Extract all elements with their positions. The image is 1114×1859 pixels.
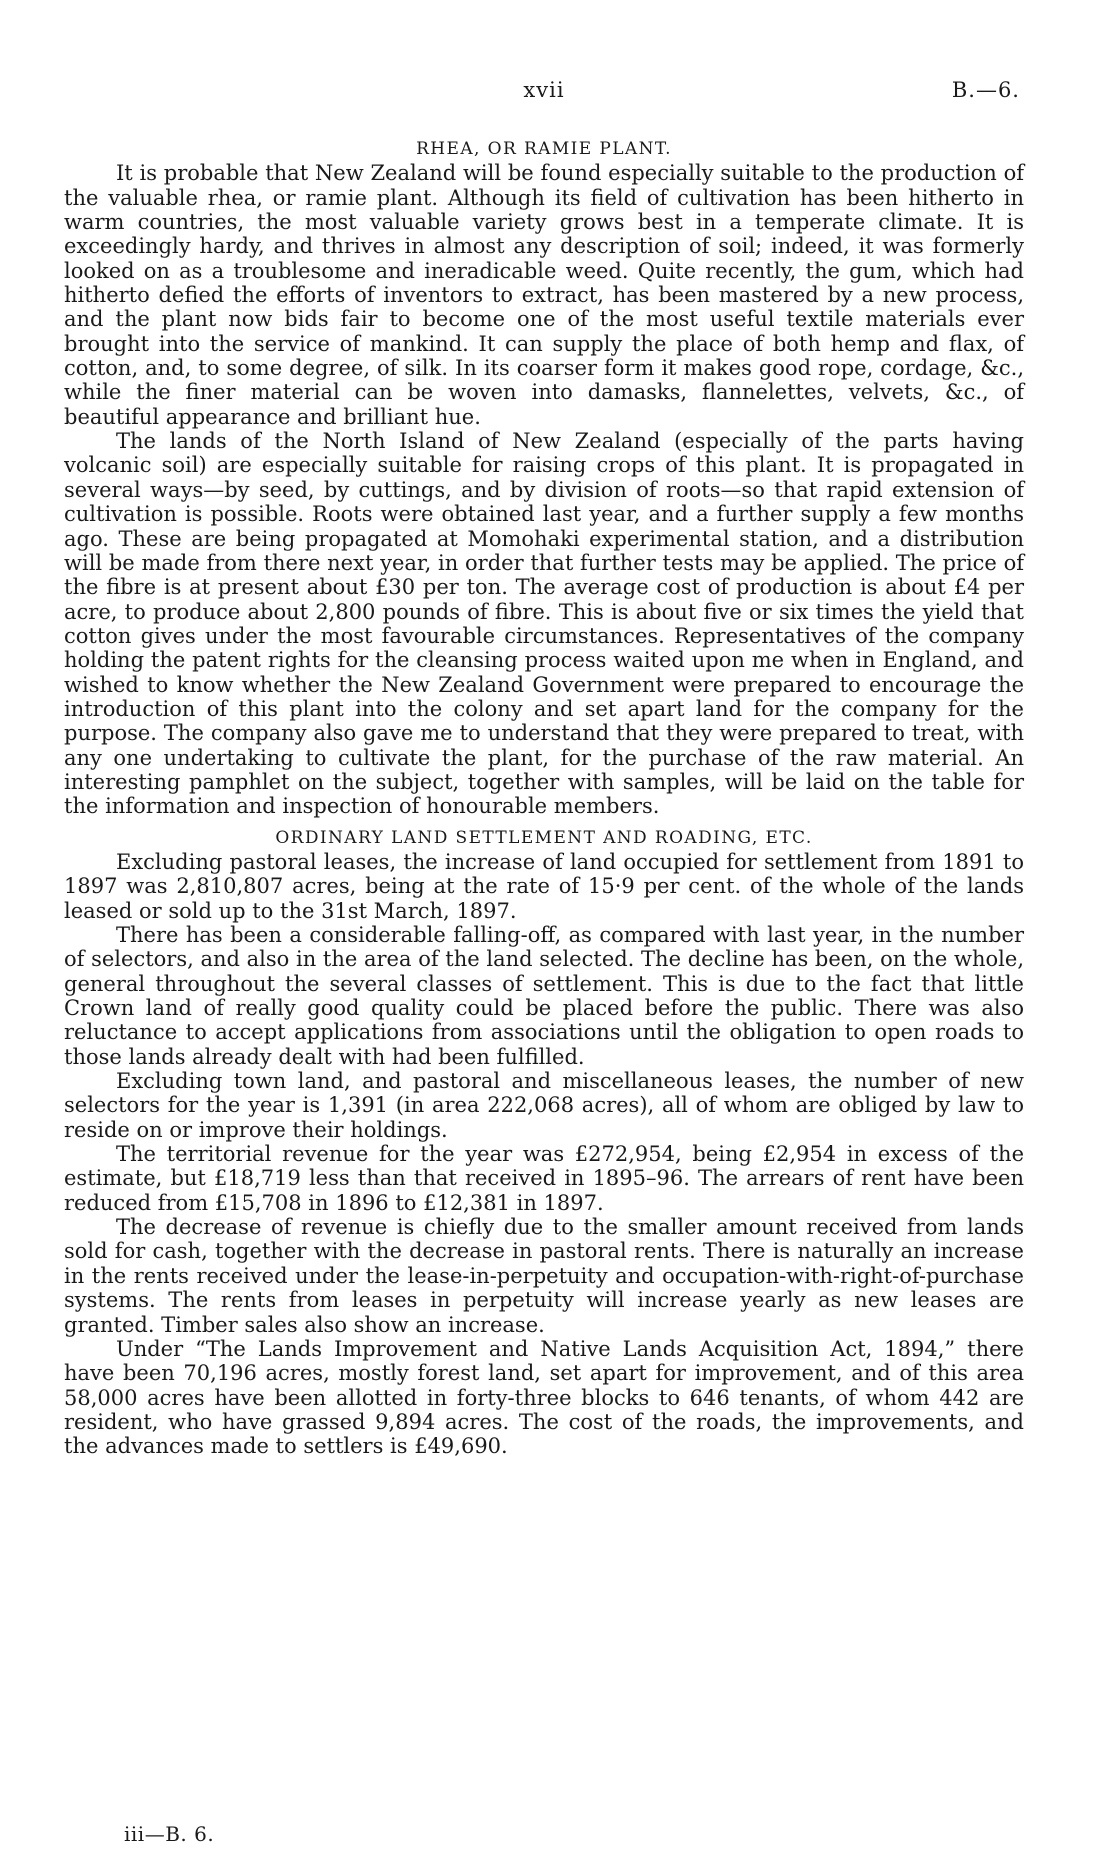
paragraph: Under “The Lands Improvement and Native Lands Acquisition Act, 1894,” there have been 70,196 acres, mostly forest land, set apart for improvement, and of this area 58,000 acres have been allotted in forty-three blocks to 646 tenants, of whom 442 are resident, who have grassed 9,894 acres. The cost of the roads, the improvements, and the advances made to settlers is £49,690. <box>64 1336 1024 1459</box>
paragraph: Excluding town land, and pastoral and miscellaneous leases, the number of new selectors for the year is 1,391 (in area 222,068 acres), all of whom are obliged by law to reside on or improve their holdings. <box>64 1069 1024 1142</box>
section-heading-rhea: RHEA, OR RAMIE PLANT. <box>416 139 672 159</box>
paper-reference: B.—6. <box>951 78 1020 102</box>
paragraph: There has been a considerable falling-off, as compared with last year, in the number of selectors, and also in the area of the land selected. The decline has been, on the whole, general throughout the several classes of settlement. This is due to the fact that little Crown land of really good quality could be placed before the public. There was also reluctance to accept applications from associations until the obligation to open roads to those lands already dealt with had been fulfilled. <box>64 923 1024 1069</box>
paragraph: The territorial revenue for the year was £272,954, being £2,954 in excess of the estimate, but £18,719 less than that received in 1895–96. The arrears of rent have been reduced from £15,708 in 1896 to £12,381 in 1897. <box>64 1142 1024 1215</box>
document-body <box>64 137 1024 1459</box>
signature-mark: iii—B. 6. <box>124 1822 215 1846</box>
paragraph: It is probable that New Zealand will be found especially suitable to the production of the valuable rhea, or ramie plant. Although its field of cultivation has been hitherto in warm countries, the most valuable variety grows best in a temperate climate. It is exceedingly hardy, and thrives in almost any description of soil; indeed, it was formerly looked on as a troublesome and ineradicable weed. Quite recently, the gum, which had hitherto defied the efforts of inventors to extract, has been mastered by a new process, and the plant now bids fair to become one of the most useful textile materials ever brought into the service of mankind. It can supply the place of both hemp and flax, of cotton, and, to some degree, of silk. In its coarser form it makes good rope, cordage, &c., while the finer material can be woven into damasks, flannelettes, velvets, &c., of beautiful appearance and brilliant hue. <box>64 161 1024 429</box>
page-number: xvii <box>523 78 565 102</box>
paragraph: Excluding pastoral leases, the increase of land occupied for settlement from 1891 to 1897 was 2,810,807 acres, being at the rate of 15·9 per cent. of the whole of the lands leased or sold up to the 31st March, 1897. <box>64 849 1024 923</box>
page-header <box>64 78 1024 108</box>
section-heading-land-settlement: ORDINARY LAND SETTLEMENT AND ROADING, ETC. <box>275 827 813 848</box>
paragraph: The decrease of revenue is chiefly due to the smaller amount received from lands sold for cash, together with the decrease in pastoral rents. There is naturally an increase in the rents received under the lease-in-perpetuity and occupation-with-right-of-purchase systems. The rents from leases in perpetuity will increase yearly as new leases are granted. Timber sales also show an increase. <box>64 1215 1024 1337</box>
paragraph: The lands of the North Island of New Zealand (especially of the parts having volcanic soil) are especially suitable for raising crops of this plant. It is propagated in several ways—by seed, by cuttings, and by division of roots—so that rapid extension of cultivation is possible. Roots were obtained last year, and a further supply a few months ago. These are being propagated at Momohaki experimental station, and a distribution will be made from there next year, in order that further tests may be applied. The price of the fibre is at present about £30 per ton. The average cost of production is about £4 per acre, to produce about 2,800 pounds of fibre. This is about five or six times the yield that cotton gives under the most favourable circumstances. Representatives of the company holding the patent rights for the cleansing process waited upon me when in England, and wished to know whether the New Zealand Government were prepared to encourage the introduction of this plant into the colony and set apart land for the company for the purpose. The company also gave me to understand that they were prepared to treat, with any one undertaking to cultivate the plant, for the purchase of the raw material. An interesting pamphlet on the subject, together with samples, will be laid on the table for the information and inspection of honourable members. <box>64 429 1024 819</box>
